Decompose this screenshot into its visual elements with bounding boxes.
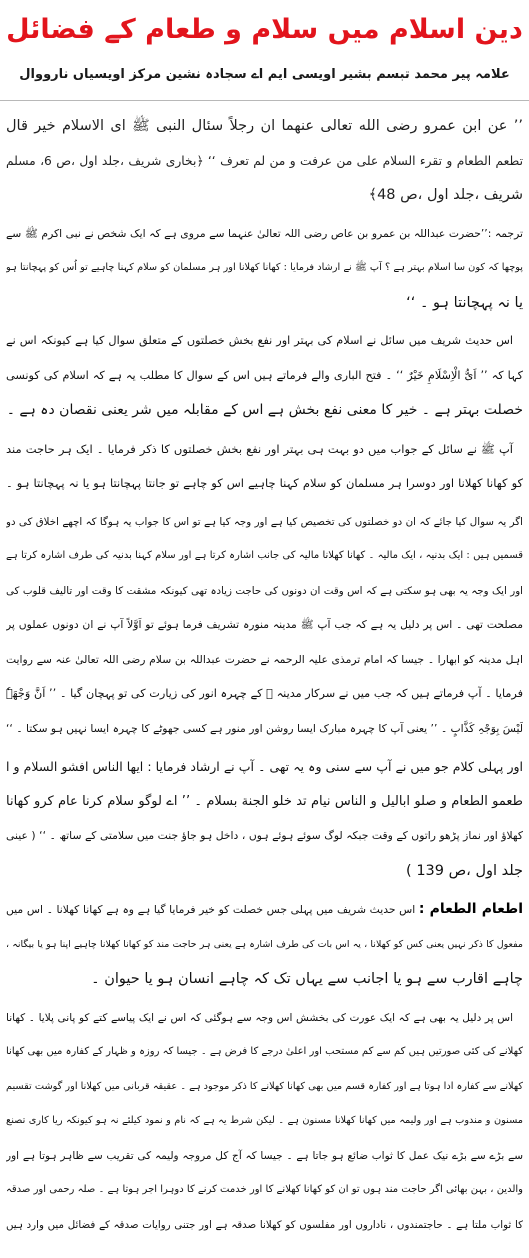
paragraph (6, 750, 523, 888)
paragraph-line: کو کھانا کھلانا اور دوسرا ہر مسلمان کو سلام کہنا چاہیے اس کو چاہے تو جانتا پہچانتا ہو یا نہ پہچانتا ہو ۔ (6, 476, 523, 490)
hadith-arabic-text (6, 109, 523, 213)
paragraph-line: کا ثواب ملتا ہے ۔ حاجتمندوں ، ناداروں اور مفلسوں کو کھلانا صدقہ ہے اور جتنی روایات صدقہ کے فضائل میں وارد ہیں (6, 1218, 523, 1231)
paragraph (6, 1001, 523, 1243)
paragraph-line: مصلحت تھی ۔ اس پر دلیل یہ ہے کہ جب آپ ﷺ مدینہ منورہ تشریف فرما ہوئے تو اَوَّلاً آپ نے ان دونوں عملوں پر (6, 618, 523, 631)
paragraph-line: آپ ﷺ نے سائل کے جواب میں دو بہت ہی بہتر اور نفع بخش خصلتوں کا ذکر فرمایا ۔ ایک ہر حاجت مند (6, 441, 513, 456)
author-byline: علامہ پیر محمد تبسم بشیر اویسی ایم اے سجادہ نشین مرکز اویسیاں نارووال (19, 67, 510, 82)
paragraph-line: طعمو الطعام و صلو ابالیل و الناس نیام تد خلو الجنة بسلام ۔ ’’ اے لوگو سلام کرنا عام کرو کھانا (6, 793, 523, 809)
article-body (0, 101, 529, 1242)
translation-line: یا نہ پہچانتا ہو ۔ ‘‘ (406, 294, 523, 311)
section-first-line (6, 892, 523, 928)
paragraph-line: خصلت بہتر ہے ۔ خیر کا معنی نفع بخش ہے اس کے مقابلہ میں شر یعنی نقصان دہ ہے ۔ (6, 402, 523, 418)
section-heading: اطعام الطعام : (418, 901, 523, 917)
article-title: دین اسلام میں سلام و طعام کے فضائل (6, 14, 523, 45)
paragraph-line: اور پہلی کلام جو میں نے آپ سے سنی وہ یہ تھی ۔ آپ نے ارشاد فرمایا : ایھا الناس افشو السلام و ا (6, 759, 523, 774)
paragraph-line: کھلاؤ اور نماز پڑھو راتوں کے وقت جبکہ لوگ سوئے ہوئے ہوں ، داخل ہو جاؤ جنت میں سلامتی کے ساتھ ۔ ‘‘ ( عینی (6, 829, 523, 842)
paragraph-line: اس پر دلیل یہ بھی ہے کہ ایک عورت کی بخشش اس وجہ سے ہوگئی کہ اس نے ایک پیاسے کتے کو پانی پلایا ۔ کھانا (6, 1011, 513, 1024)
paragraph-line: فرمایا ۔ آپ فرماتے ہیں کہ جب میں نے سرکار مدینہ ﷺ کے چہرہ انور کی زیارت کی تو پہچان گیا ۔ ’’ اَنَّ وَجْھَہٗ (6, 687, 523, 700)
paragraph-line: جلد اول ،ص 139 ) (406, 862, 523, 879)
paragraph-line: کھلانے کی کئی صورتیں ہیں کم سے کم مستحب اور اعلیٰ درجے کا فرض ہے ۔ جیسا کہ روزہ و ظہار کے کفارہ میں بھی کھانا (6, 1046, 523, 1057)
paragraph-line: کھلانے سے کفارہ ادا ہوتا ہے اور کفارہ قسم میں بھی کھانا کھلانے کا ذکر موجود ہے ۔ عقیقہ قربانی میں کھلانا اور گوشت تقسیم (6, 1080, 523, 1092)
paragraph-line: مسنون و مندوب ہے اور ولیمہ میں کھانا کھلانا مسنون ہے ۔ لیکن شرط یہ ہے کہ نام و نمود کیلئے نہ ہو کیونکہ ریا کاری تصنع (6, 1115, 523, 1126)
paragraph-line: اور ایک وجہ یہ بھی ہو سکتی ہے کہ اس وقت ان دونوں کی حاجت زیادہ تھی کیونکہ مشقت کا وقت اور تالیف قلوب کی (6, 584, 523, 597)
section-it-am-al-taam (6, 892, 523, 997)
hadith-line: تطعم الطعام و تقرء السلام علی من عرفت و من لم تعرف ‘‘ ﴿بخاری شریف ،جلد اول ،ص 6، مسلم (6, 153, 523, 168)
paragraph-line: اگر یہ سوال کیا جائے کہ ان دو خصلتوں کی تخصیص کیا ہے اور وجہ کیا ہے تو اس کا جواب یہ ہوگا کہ اچھے اخلاق کی دو (6, 515, 523, 528)
paragraph (6, 505, 523, 747)
translation-line: پوچھا کہ کون سا اسلام بہتر ہے ؟ آپ ﷺ نے ارشاد فرمایا : کھانا کھلانا اور ہر مسلمان کو سلام کہنا چاہیے تو اُس کو پہچانتا ہو (6, 262, 523, 273)
paragraph-line: قسمیں ہیں : ایک بدنیہ ، ایک مالیہ ۔ کھانا کھلانا مالیہ کی جانب اشارہ کرتا ہے اور سلام کہنا بدنیہ کی طرف اشارہ کرتا ہے (6, 550, 523, 561)
paragraph-line: مفعول کا ذکر نہیں یعنی کس کو کھلانا ، یہ اس بات کی طرف اشارہ ہے یعنی ہر حاجت مند کو کھانا کھلانا چاہیے اپنا ہو یا بیگانہ ، (6, 938, 523, 950)
paragraph-line: سے بڑے سے بڑے نیک عمل کا ثواب ضائع ہو جاتا ہے ۔ جیسا کہ آج کل مروجہ ولیمہ کی تقریب سے ظاہر ہوتا ہے اور (6, 1149, 523, 1162)
paragraph-line: والدین ، بہن بھائی اگر حاجت مند ہوں تو ان کو کھانا کھلانے کا اور خدمت کرنے کا دوہرا اجر ہوتا ہے ۔ صلہ رحمی اور صدقہ (6, 1184, 523, 1195)
translation-line: ترجمہ :’’حضرت عبداللہ بن عمرو بن عاص رضی اللہ تعالیٰ عنہما سے مروی ہے کہ ایک شخص نے نبی اکرم ﷺ سے (6, 226, 523, 240)
paragraph-line: اہل مدینہ کو ابھارا ۔ جیسا کہ امام ترمذی علیہ الرحمہ نے حضرت عبداللہ بن سلام رضی اللہ تعالیٰ عنہ سے روایت (6, 652, 523, 666)
hadith-line: ’’ عن ابن عمرو رضی الله تعالی عنهما ان رجلاً سئال النبی ﷺ ای الاسلام خیر قال (6, 118, 523, 134)
paragraph-line: کہا کہ ’’ اَیُّ الْاِسْلَامِ خَیْرٌ ‘‘ ۔ فتح الباری والے فرماتے ہیں اس کے سوال کا مطلب یہ ہے کہ اسلام کی کونسی (6, 368, 523, 382)
hadith-line: شریف ،جلد اول ،ص 48﴾ (368, 187, 523, 203)
paragraph-line: اس حدیث شریف میں سائل نے اسلام کی بہتر اور نفع بخش خصلتوں کے متعلق سوال کیا ہے کیونکہ اس نے (6, 334, 513, 347)
translation-paragraph (6, 217, 523, 321)
section-line-text: اس حدیث شریف میں پہلی جس خصلت کو خیر فرمایا گیا ہے وہ ہے کھانا کھلانا ۔ اس میں (6, 903, 416, 916)
paragraph-line: چاہے اقارب سے ہو یا اجانب سے یہاں تک کہ چاہے انسان ہو یا حیوان ۔ (91, 971, 523, 987)
paragraph (6, 324, 523, 428)
paragraph-line: لَیْسَ بِوَجْہِ کَذَّابٍ ۔ ’’ یعنی آپ کا چہرہ مبارک ایسا روشن اور منور ہے کسی جھوٹے کا چہرہ ایسا نہیں ہو سکتا ۔ ‘‘ (6, 721, 523, 735)
paragraph (6, 432, 523, 501)
